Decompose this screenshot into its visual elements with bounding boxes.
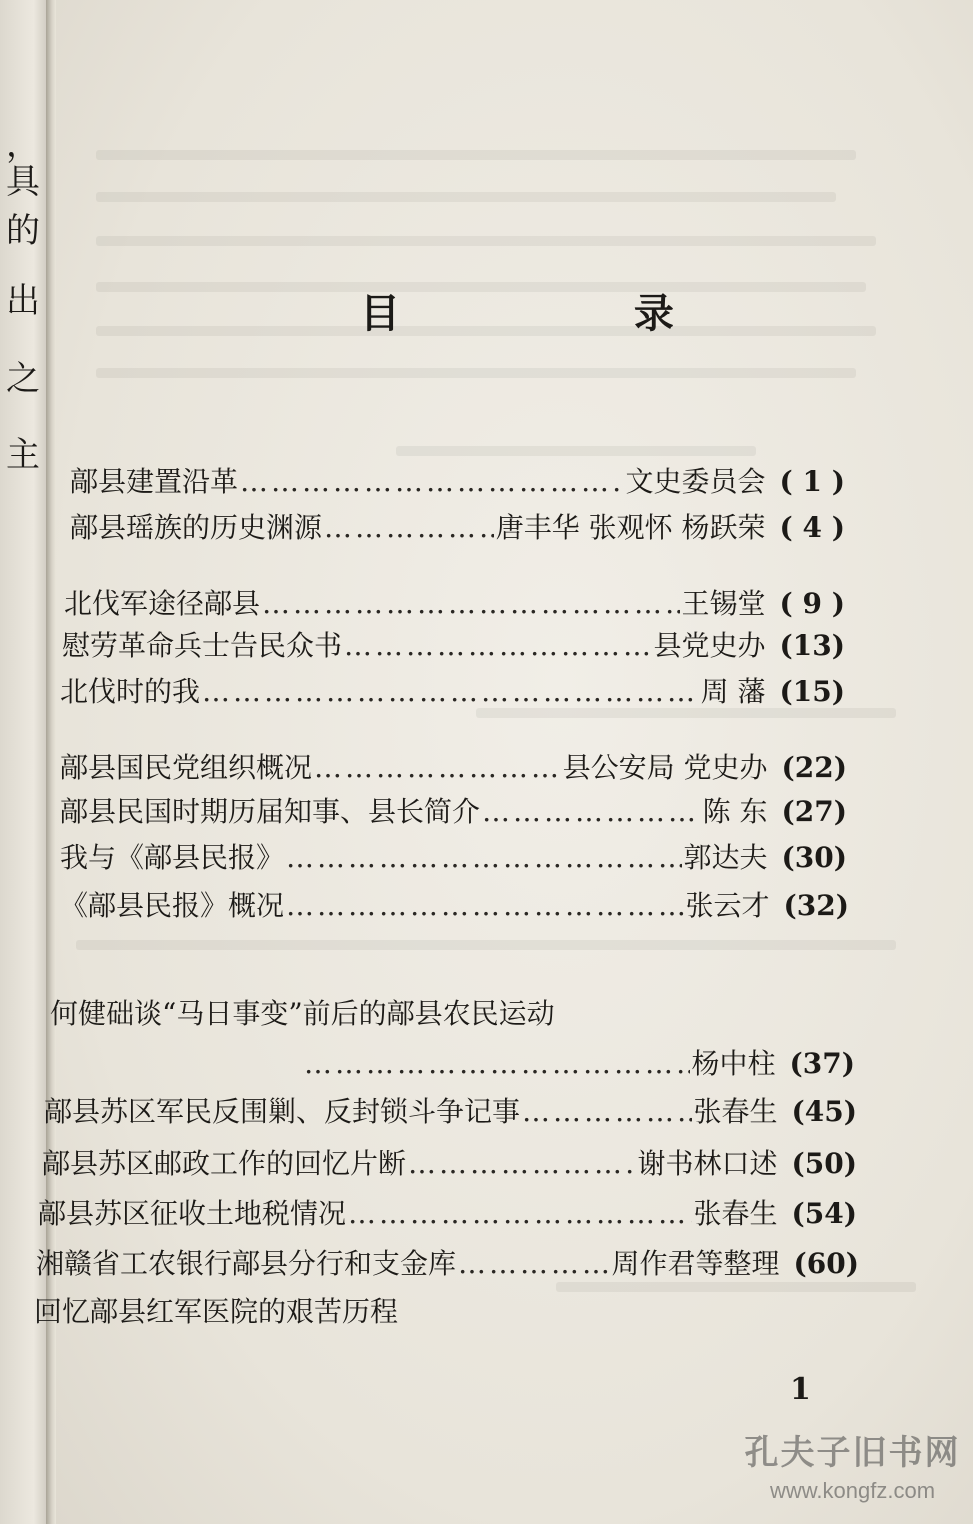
toc-entry xyxy=(38,1196,857,1232)
entry-title: 鄗县建置沿革 xyxy=(70,465,239,498)
left-page-glyph: 出 xyxy=(6,281,40,321)
entry-author: 王锡堂 xyxy=(681,587,766,620)
dot-leader xyxy=(304,1046,690,1082)
dot-leader xyxy=(324,510,494,546)
dot-leader xyxy=(522,1094,692,1130)
dot-leader xyxy=(458,1246,610,1282)
entry-author: 张春生 xyxy=(693,1095,778,1128)
toc-entry xyxy=(60,750,847,786)
entry-title: 鄗县苏区邮政工作的回忆片断 xyxy=(42,1147,407,1180)
entry-page: ( 9 ) xyxy=(779,587,845,620)
toc-entry xyxy=(42,1146,857,1182)
entry-author: 县公安局 党史办 xyxy=(562,751,768,784)
toc-entry xyxy=(70,464,845,500)
toc-entry xyxy=(60,674,845,710)
watermark-name: 孔夫子旧书网 xyxy=(744,1433,961,1473)
entry-author: 谢书林口述 xyxy=(637,1147,778,1180)
entry-title: 何健础谈“马日事变”前后的鄗县农民运动 xyxy=(50,997,555,1030)
entry-author: 唐丰华 张观怀 杨跃荣 xyxy=(495,511,766,544)
page-number: 1 xyxy=(790,1372,811,1407)
entry-page: (50) xyxy=(791,1147,857,1180)
dot-leader xyxy=(202,674,699,710)
toc-entry xyxy=(64,586,845,622)
entry-title: 我与《鄗县民报》 xyxy=(60,841,285,874)
entry-page: (22) xyxy=(781,751,847,784)
left-page-glyph: 主 xyxy=(6,435,40,475)
toc-entry xyxy=(60,888,849,924)
entry-title: 北伐军途径鄗县 xyxy=(64,587,261,620)
entry-title: 鄗县国民党组织概况 xyxy=(60,751,313,784)
entry-page: (27) xyxy=(781,795,847,828)
left-page-glyph: ， xyxy=(6,125,40,165)
entry-author: 县党史办 xyxy=(653,629,766,662)
entry-title: 慰劳革命兵士告民众书 xyxy=(62,629,343,662)
entry-title: 湘赣省工农银行鄗县分行和支金库 xyxy=(36,1247,457,1280)
entry-page: (54) xyxy=(791,1197,857,1230)
watermark xyxy=(740,1425,965,1504)
dot-leader xyxy=(286,840,682,876)
toc-entry xyxy=(36,1246,859,1282)
left-page-glyph: 的 xyxy=(6,211,40,251)
watermark-url: www.kongfz.com xyxy=(769,1478,936,1503)
toc-entry xyxy=(62,628,845,664)
entry-title: 鄗县民国时期历届知事、县长简介 xyxy=(60,795,481,828)
entry-author: 张春生 xyxy=(693,1197,778,1230)
entry-author: 陈 东 xyxy=(702,795,768,828)
toc-entry xyxy=(60,794,847,830)
toc-entry xyxy=(60,840,847,876)
toc-entry xyxy=(44,1094,857,1130)
entry-title: 鄗县瑶族的历史渊源 xyxy=(70,511,323,544)
entry-title: 回忆鄗县红军医院的艰苦历程 xyxy=(34,1295,399,1328)
entry-page: ( 4 ) xyxy=(779,511,845,544)
dot-leader xyxy=(240,464,623,500)
entry-author: 郭达夫 xyxy=(683,841,768,874)
left-page-glyph: 具 xyxy=(6,162,40,202)
dot-leader xyxy=(314,750,561,786)
entry-title: 北伐时的我 xyxy=(60,675,201,708)
entry-title: 鄗县苏区军民反围剿、反封锁斗争记事 xyxy=(44,1095,521,1128)
dot-leader xyxy=(408,1146,636,1182)
entry-title: 《鄗县民报》概况 xyxy=(60,889,285,922)
entry-author: 杨中柱 xyxy=(691,1047,776,1080)
entry-page: ( 1 ) xyxy=(779,465,845,498)
entry-author: 周 藩 xyxy=(700,675,766,708)
dot-leader xyxy=(348,1196,692,1232)
left-page-glyph: 之 xyxy=(6,359,40,399)
entry-title: 鄗县苏区征收土地税情况 xyxy=(38,1197,347,1230)
entry-page: (32) xyxy=(783,889,849,922)
dot-leader xyxy=(286,888,684,924)
dot-leader xyxy=(344,628,652,664)
entry-page: (37) xyxy=(789,1047,855,1080)
toc-entry xyxy=(70,510,845,546)
entry-author: 周作君等整理 xyxy=(611,1247,780,1280)
entry-author: 文史委员会 xyxy=(625,465,766,498)
entry-page: (30) xyxy=(781,841,847,874)
entry-page: (45) xyxy=(791,1095,857,1128)
dot-leader xyxy=(482,794,701,830)
page-title: 目 录 xyxy=(360,290,784,337)
entry-author: 张云才 xyxy=(685,889,770,922)
entry-page: (15) xyxy=(779,675,845,708)
entry-page: (13) xyxy=(779,629,845,662)
dot-leader xyxy=(262,586,679,622)
entry-page: (60) xyxy=(793,1247,859,1280)
toc-entry xyxy=(302,1046,855,1082)
